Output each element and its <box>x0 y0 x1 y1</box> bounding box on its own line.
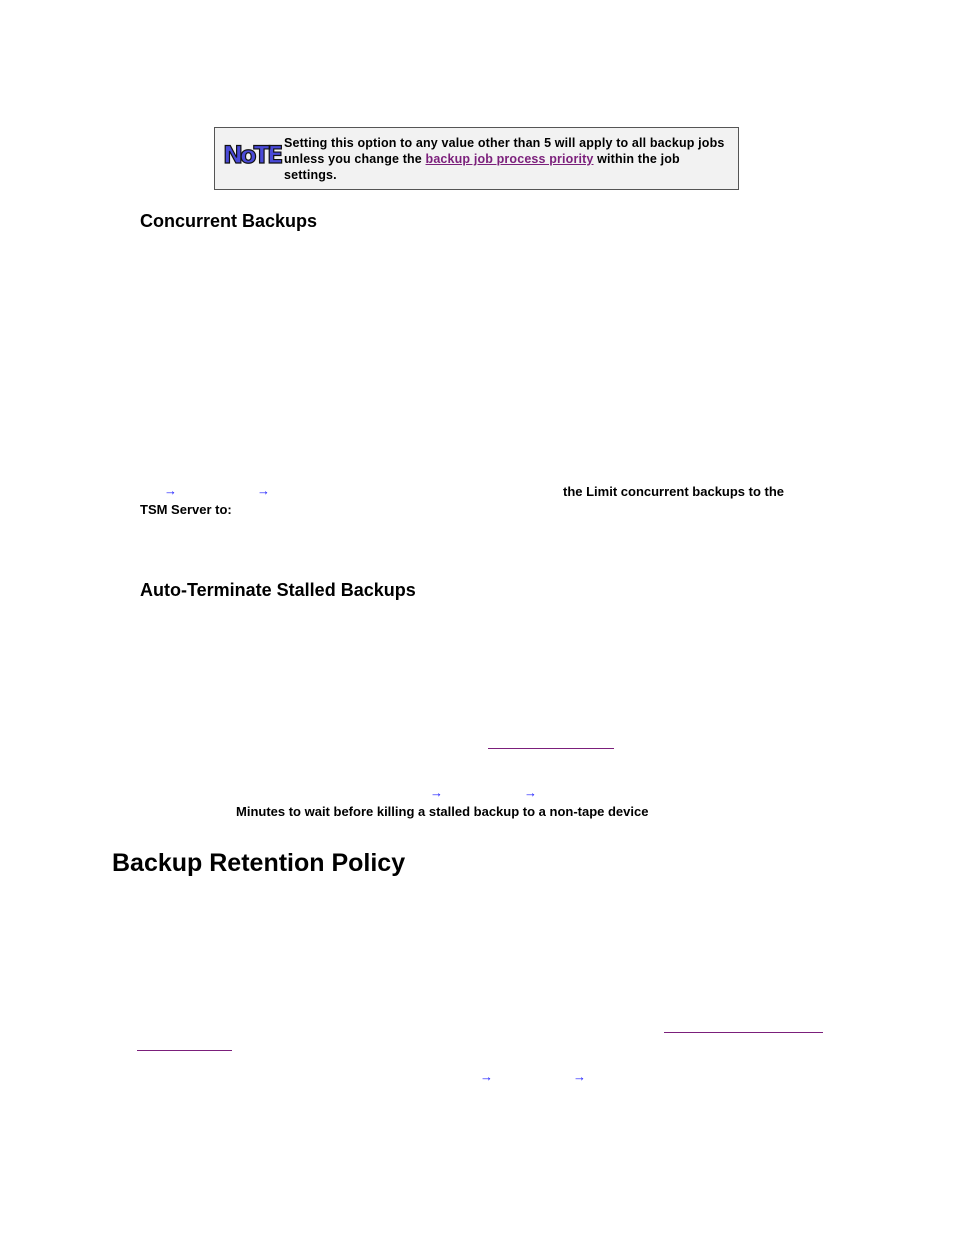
concurrent-backups-heading: Concurrent Backups <box>140 211 318 231</box>
auto-terminate-heading: Auto-Terminate Stalled Backups <box>140 580 416 600</box>
backup-retention-heading: Backup Retention Policy <box>112 849 406 877</box>
link-underline[interactable] <box>137 1050 232 1051</box>
note-box <box>214 127 739 190</box>
arrow-icon: → <box>164 483 177 498</box>
note-icon-text: NoTE <box>223 141 281 169</box>
arrow-icon: → <box>480 1069 493 1084</box>
note-icon <box>222 136 281 169</box>
arrow-icon: → <box>524 785 537 800</box>
arrow-icon: → <box>573 1069 586 1084</box>
link-underline[interactable] <box>664 1032 823 1033</box>
backup-job-process-priority-link[interactable]: backup job process priority <box>425 152 594 166</box>
link-underline[interactable] <box>488 748 614 749</box>
arrow-icon: → <box>430 785 443 800</box>
concurrent-setting-line1: the Limit concurrent backups to the <box>563 484 785 499</box>
stalled-setting: Minutes to wait before killing a stalled backup to a non-tape device <box>236 804 649 819</box>
concurrent-setting-line2: TSM Server to: <box>140 502 232 517</box>
note-text: Setting this option to any value other than 5 will apply to all backup jobs unless you change the backup job process priority within the job settings. <box>284 136 725 182</box>
arrow-icon: → <box>257 483 270 498</box>
